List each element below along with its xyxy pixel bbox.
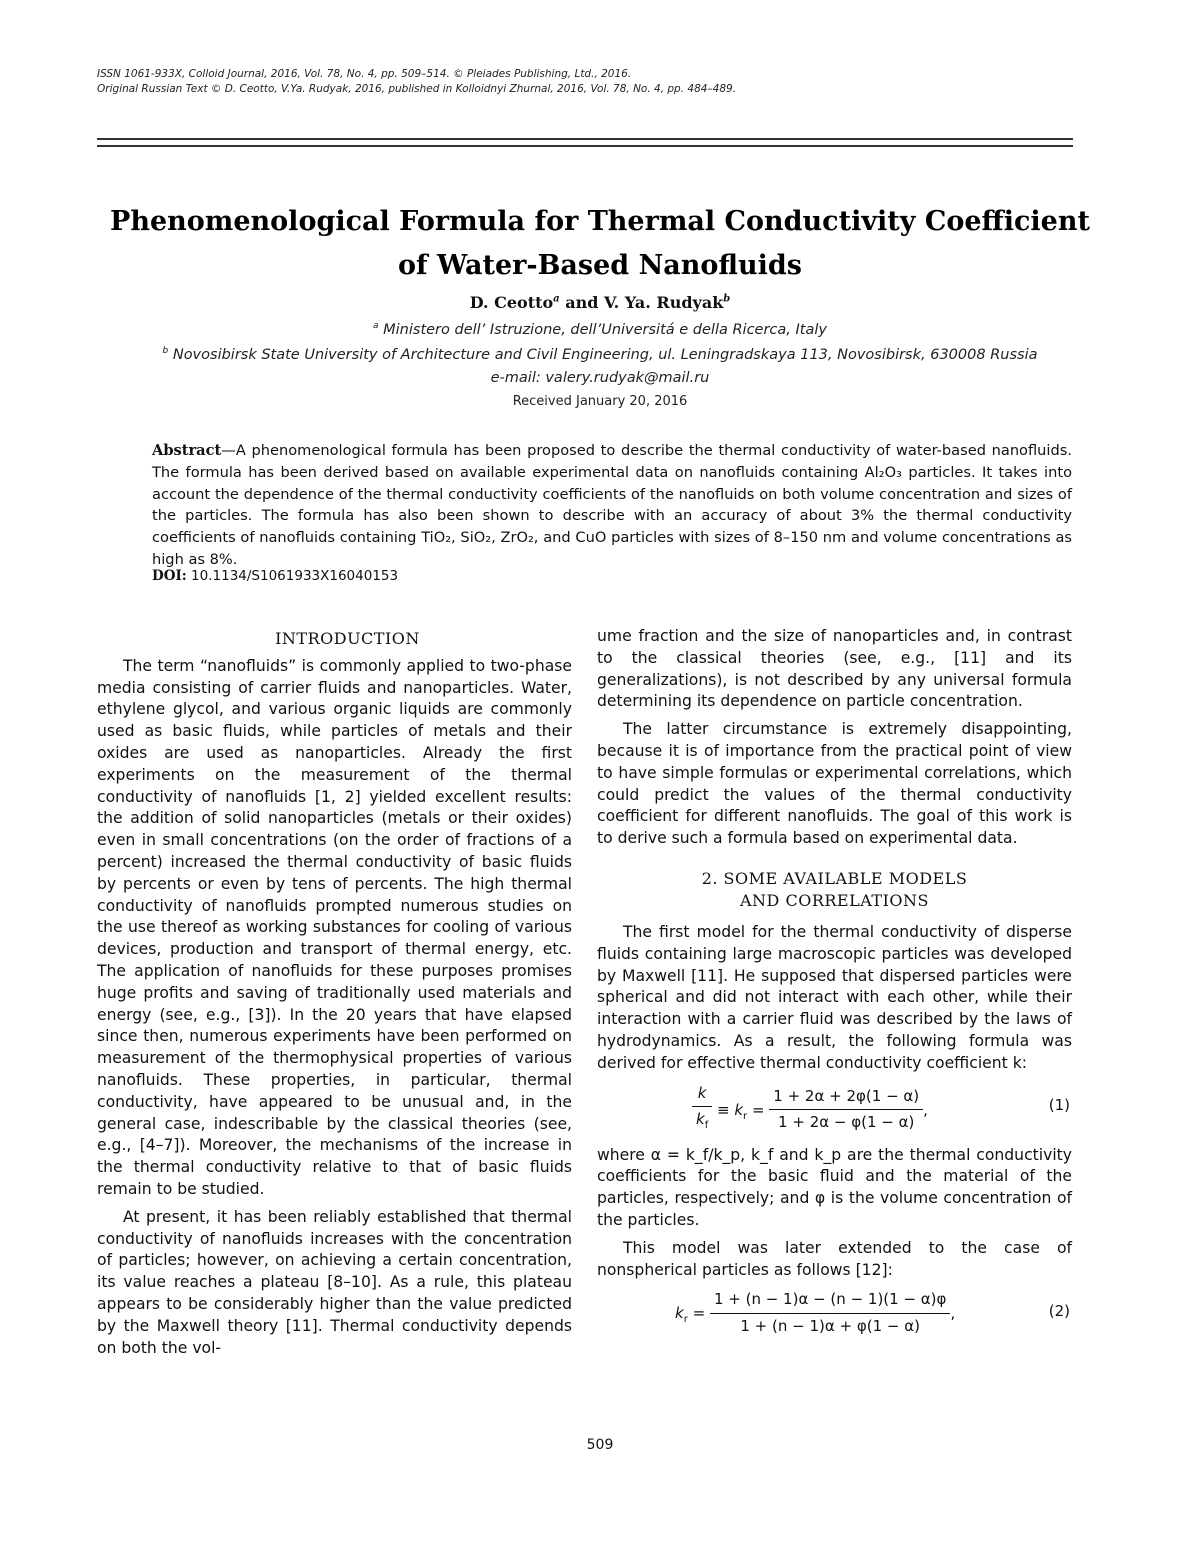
journal-header-line1: ISSN 1061-933X, Colloid Journal, 2016, Vol. 78, No. 4, pp. 509–514. © Pleiades Publishing, Ltd., 2016. bbox=[97, 68, 632, 80]
affil-b-sup: b bbox=[162, 346, 169, 356]
affiliation-a bbox=[80, 321, 1120, 338]
eq1-rhs-num: 1 + 2α + 2φ(1 − α) bbox=[769, 1086, 923, 1111]
affil-b-text: Novosibirsk State University of Architecture and Civil Engineering, ul. Leningradskaya 113, Novosibirsk, 630008 Russia bbox=[168, 346, 1038, 363]
abstract bbox=[152, 440, 1072, 571]
eq2-rhs-den: 1 + (n − 1)α + φ(1 − α) bbox=[740, 1317, 920, 1336]
title-line2: of Water-Based Nanofluids bbox=[398, 250, 802, 281]
received-date: Received January 20, 2016 bbox=[512, 394, 688, 409]
eq1-rhs-fraction bbox=[769, 1086, 923, 1135]
affiliation-b bbox=[80, 346, 1120, 363]
doi-label: DOI: bbox=[152, 568, 187, 584]
title-line1: Phenomenological Formula for Thermal Conductivity Coefficient bbox=[110, 206, 1090, 237]
section-2-heading bbox=[597, 868, 1072, 912]
eq1-tail: , bbox=[923, 1100, 928, 1119]
eq1-lhs-num: k bbox=[692, 1083, 712, 1108]
eq1-lhs-fraction bbox=[692, 1083, 712, 1138]
author-2-sup: b bbox=[723, 293, 731, 305]
abstract-dash: — bbox=[221, 442, 236, 459]
eq2-lhs-sub: r bbox=[683, 1314, 688, 1326]
right-column bbox=[597, 626, 1072, 1351]
eq1-equals: = bbox=[751, 1100, 770, 1119]
doi-value[interactable]: 10.1134/S1061933X16040153 bbox=[186, 568, 399, 584]
affil-a-sup: a bbox=[373, 321, 379, 331]
section-2-heading-line2: AND CORRELATIONS bbox=[740, 890, 929, 910]
right-paragraph-2: The first model for the thermal conductivity of disperse fluids containing large macroscopic particles was developed by Maxwell [11]. He supposed that dispersed particles were spherical and did not interact with each other, while their interaction with a carrier fluid was described by the laws of hydrodynamics. As a result, the following formula was derived for effective thermal conductivity coefficient k: bbox=[597, 922, 1072, 1072]
authors-and: and bbox=[559, 293, 604, 312]
eq1-lhs-den bbox=[692, 1107, 712, 1137]
eq1-mid: ≡ k bbox=[717, 1100, 744, 1119]
right-paragraph-0: ume fraction and the size of nanoparticles and, in contrast to the classical theories (see, e.g., [11] and its generalizations), is not described by any universal formula determining its dependence on particle concentration. bbox=[597, 627, 1072, 711]
intro-paragraph-1: The term “nanofluids” is commonly applied to two-phase media consisting of carrier fluids and nanoparticles. Water, ethylene glycol, and various organic liquids are commonly used as basic fluids, while particles of metals and their oxides are used as nanoparticles. Already the first experiments on the measurement of the thermal conductivity of nanofluids [1, 2] yielded excellent results: the addition of solid nanoparticles (metals or their oxides) even in small concentrations (on the order of fractions of a percent) increased the thermal conductivity of basic fluids by percents or even by tens of percents. The high thermal conductivity of nanofluids prompted numerous studies on the use thereof as working substances for cooling of various devices, production and transport of thermal energy, etc. The application of nanofluids for these purposes promises huge profits and saving of traditionally used materials and energy (see, e.g., [3]). In the 20 years that have elapsed since then, numerous experiments have been performed on measurement of the thermophysical properties of various nanofluids. These properties, in particular, thermal conductivity, have appeared to be unusual and, in the general case, indescribable by the classical theories (see, e.g., [4–7]). Moreover, the mechanisms of the increase in the thermal conductivity relative to that of basic fluids remain to be studied. bbox=[97, 656, 572, 1198]
header-rule-top bbox=[97, 138, 1073, 140]
header-rule-bottom bbox=[97, 145, 1073, 147]
eq2-lhs: k bbox=[675, 1304, 684, 1323]
eq1-lhs-den-k: k bbox=[696, 1110, 705, 1129]
intro-paragraph-2: At present, it has been reliably established that thermal conductivity of nanofluids increases with the concentration of particles; however, on achieving a certain concentration, its value reaches a plateau [8–10]. As a rule, this plateau appears to be considerably higher than the value predicted by the Maxwell theory [11]. Thermal conductivity depends on both the vol- bbox=[97, 1207, 572, 1357]
eq1-mid-sub: r bbox=[743, 1110, 748, 1122]
author-1: D. Ceotto bbox=[469, 293, 554, 312]
eq1-number: (1) bbox=[1048, 1095, 1070, 1114]
abstract-label: Abstract bbox=[152, 442, 222, 459]
eq1-rhs-den: 1 + 2α − φ(1 − α) bbox=[778, 1113, 915, 1132]
abstract-text: A phenomenological formula has been proposed to describe the thermal conductivity of water-based nanofluids. The formula has been derived based on available experimental data on nanofluids containing Al₂O₃ particles. It takes into account the dependence of the thermal conductivity coefficients of the nanofluids on both volume concentration and sizes of the particles. The formula has also been shown to describe with an accuracy of about 3% the thermal conductivity coefficients of nanofluids containing TiO₂, SiO₂, ZrO₂, and CuO particles with sizes of 8–150 nm and volume concentrations as high as 8%. bbox=[152, 442, 1072, 568]
right-paragraph-3: where α = k_f/k_p, k_f and k_p are the thermal conductivity coefficients for the basic fluid and the material of the particles, respectively; and φ is the volume concentration of the particles. bbox=[597, 1145, 1072, 1229]
authors bbox=[80, 293, 1120, 312]
affil-a-text: Ministero dell’ Istruzione, dell’Universitá e della Ricerca, Italy bbox=[378, 321, 827, 338]
page-number: 509 bbox=[586, 1437, 614, 1453]
eq2-number: (2) bbox=[1048, 1302, 1070, 1321]
equation-1 bbox=[597, 1081, 1072, 1137]
paper-title bbox=[80, 200, 1120, 288]
author-2: V. Ya. Rudyak bbox=[603, 293, 724, 312]
right-paragraph-1: The latter circumstance is extremely disappointing, because it is of importance from the practical point of view to have simple formulas or experimental correlations, which could predict the values of the thermal conductivity coefficient for different nanofluids. The goal of this work is to derive such a formula based on experimental data. bbox=[597, 720, 1072, 848]
doi bbox=[152, 568, 398, 584]
eq2-rhs-num: 1 + (n − 1)α − (n − 1)(1 − α)φ bbox=[710, 1289, 951, 1314]
right-paragraph-4: This model was later extended to the case of nonspherical particles as follows [12]: bbox=[597, 1238, 1072, 1279]
author-1-sup: a bbox=[553, 293, 560, 305]
journal-header-line2: Original Russian Text © D. Ceotto, V.Ya. Rudyak, 2016, published in Kolloidnyi Zhurnal, 2016, Vol. 78, No. 4, pp. 484–489. bbox=[97, 83, 737, 95]
equation-2 bbox=[597, 1287, 1072, 1343]
author-email[interactable]: e-mail: valery.rudyak@mail.ru bbox=[490, 370, 710, 386]
eq1-lhs-den-sub: f bbox=[704, 1120, 709, 1132]
eq2-tail: , bbox=[950, 1304, 956, 1323]
section-2-heading-line1: 2. SOME AVAILABLE MODELS bbox=[701, 868, 968, 888]
left-column bbox=[97, 628, 572, 1365]
eq2-equals: = bbox=[692, 1304, 710, 1323]
introduction-heading: INTRODUCTION bbox=[275, 629, 420, 648]
eq2-rhs-fraction bbox=[710, 1289, 951, 1338]
